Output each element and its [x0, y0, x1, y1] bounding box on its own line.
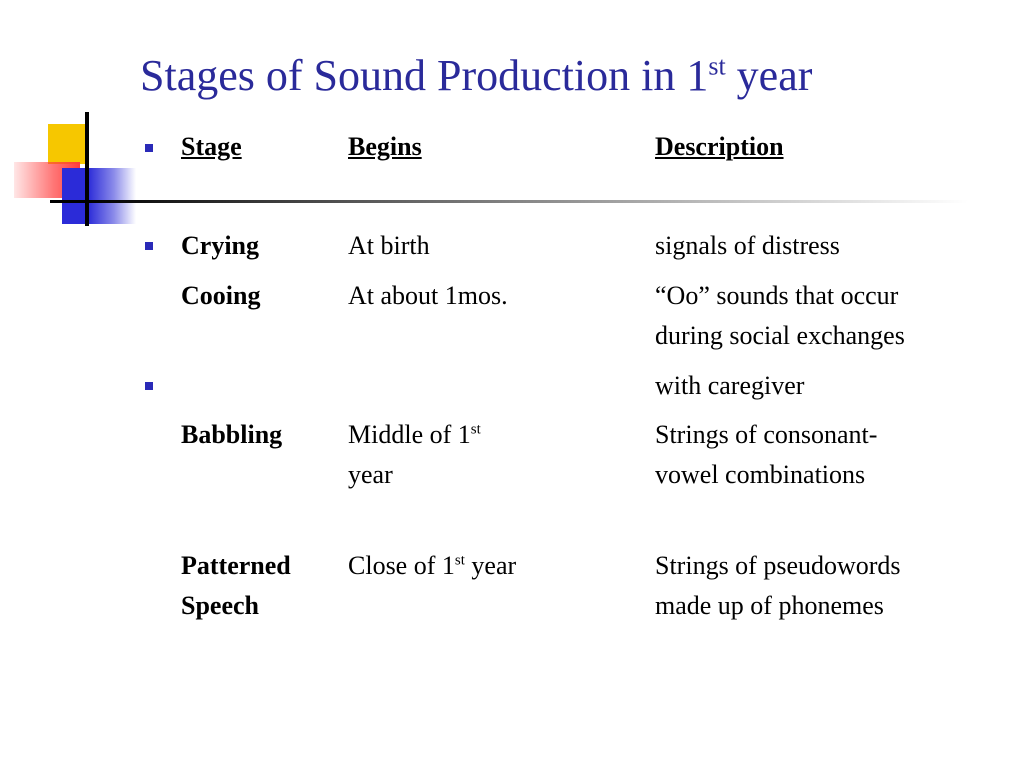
begins-babbling-line1: Middle of 1st	[348, 420, 481, 449]
stage-patterned-line2: Speech	[181, 591, 259, 620]
stage-babbling: Babbling	[181, 420, 283, 449]
description-patterned-line1: Strings of pseudowords	[655, 551, 901, 580]
description-cooing-line3: with caregiver	[655, 371, 805, 400]
description-babbling-line2: vowel combinations	[655, 460, 866, 489]
bullet-marker	[145, 144, 153, 152]
header-begins: Begins	[348, 132, 422, 161]
stage-patterned-line1: Patterned	[181, 551, 291, 580]
description-babbling-line1: Strings of consonant-	[655, 420, 878, 449]
begins-babbling-line2: year	[348, 460, 393, 489]
yellow-square	[48, 124, 86, 164]
slide-title: Stages of Sound Production in 1st year	[140, 51, 813, 100]
description-patterned-line2: made up of phonemes	[655, 591, 884, 620]
stage-crying: Crying	[181, 231, 259, 260]
bullet-marker	[145, 242, 153, 250]
corner-decoration	[0, 0, 140, 240]
horizontal-rule	[88, 200, 968, 203]
begins-crying: At birth	[348, 231, 430, 260]
stage-cooing: Cooing	[181, 281, 261, 310]
begins-patterned: Close of 1st year	[348, 551, 517, 580]
vertical-line	[85, 112, 89, 226]
description-cooing-line1: “Oo” sounds that occur	[655, 281, 899, 310]
begins-cooing: At about 1mos.	[348, 281, 508, 310]
description-crying: signals of distress	[655, 231, 840, 260]
header-stage: Stage	[181, 132, 242, 161]
blue-gradient-bar	[62, 168, 136, 224]
description-cooing-line2: during social exchanges	[655, 321, 905, 350]
header-description: Description	[655, 132, 784, 161]
bullet-marker	[145, 382, 153, 390]
